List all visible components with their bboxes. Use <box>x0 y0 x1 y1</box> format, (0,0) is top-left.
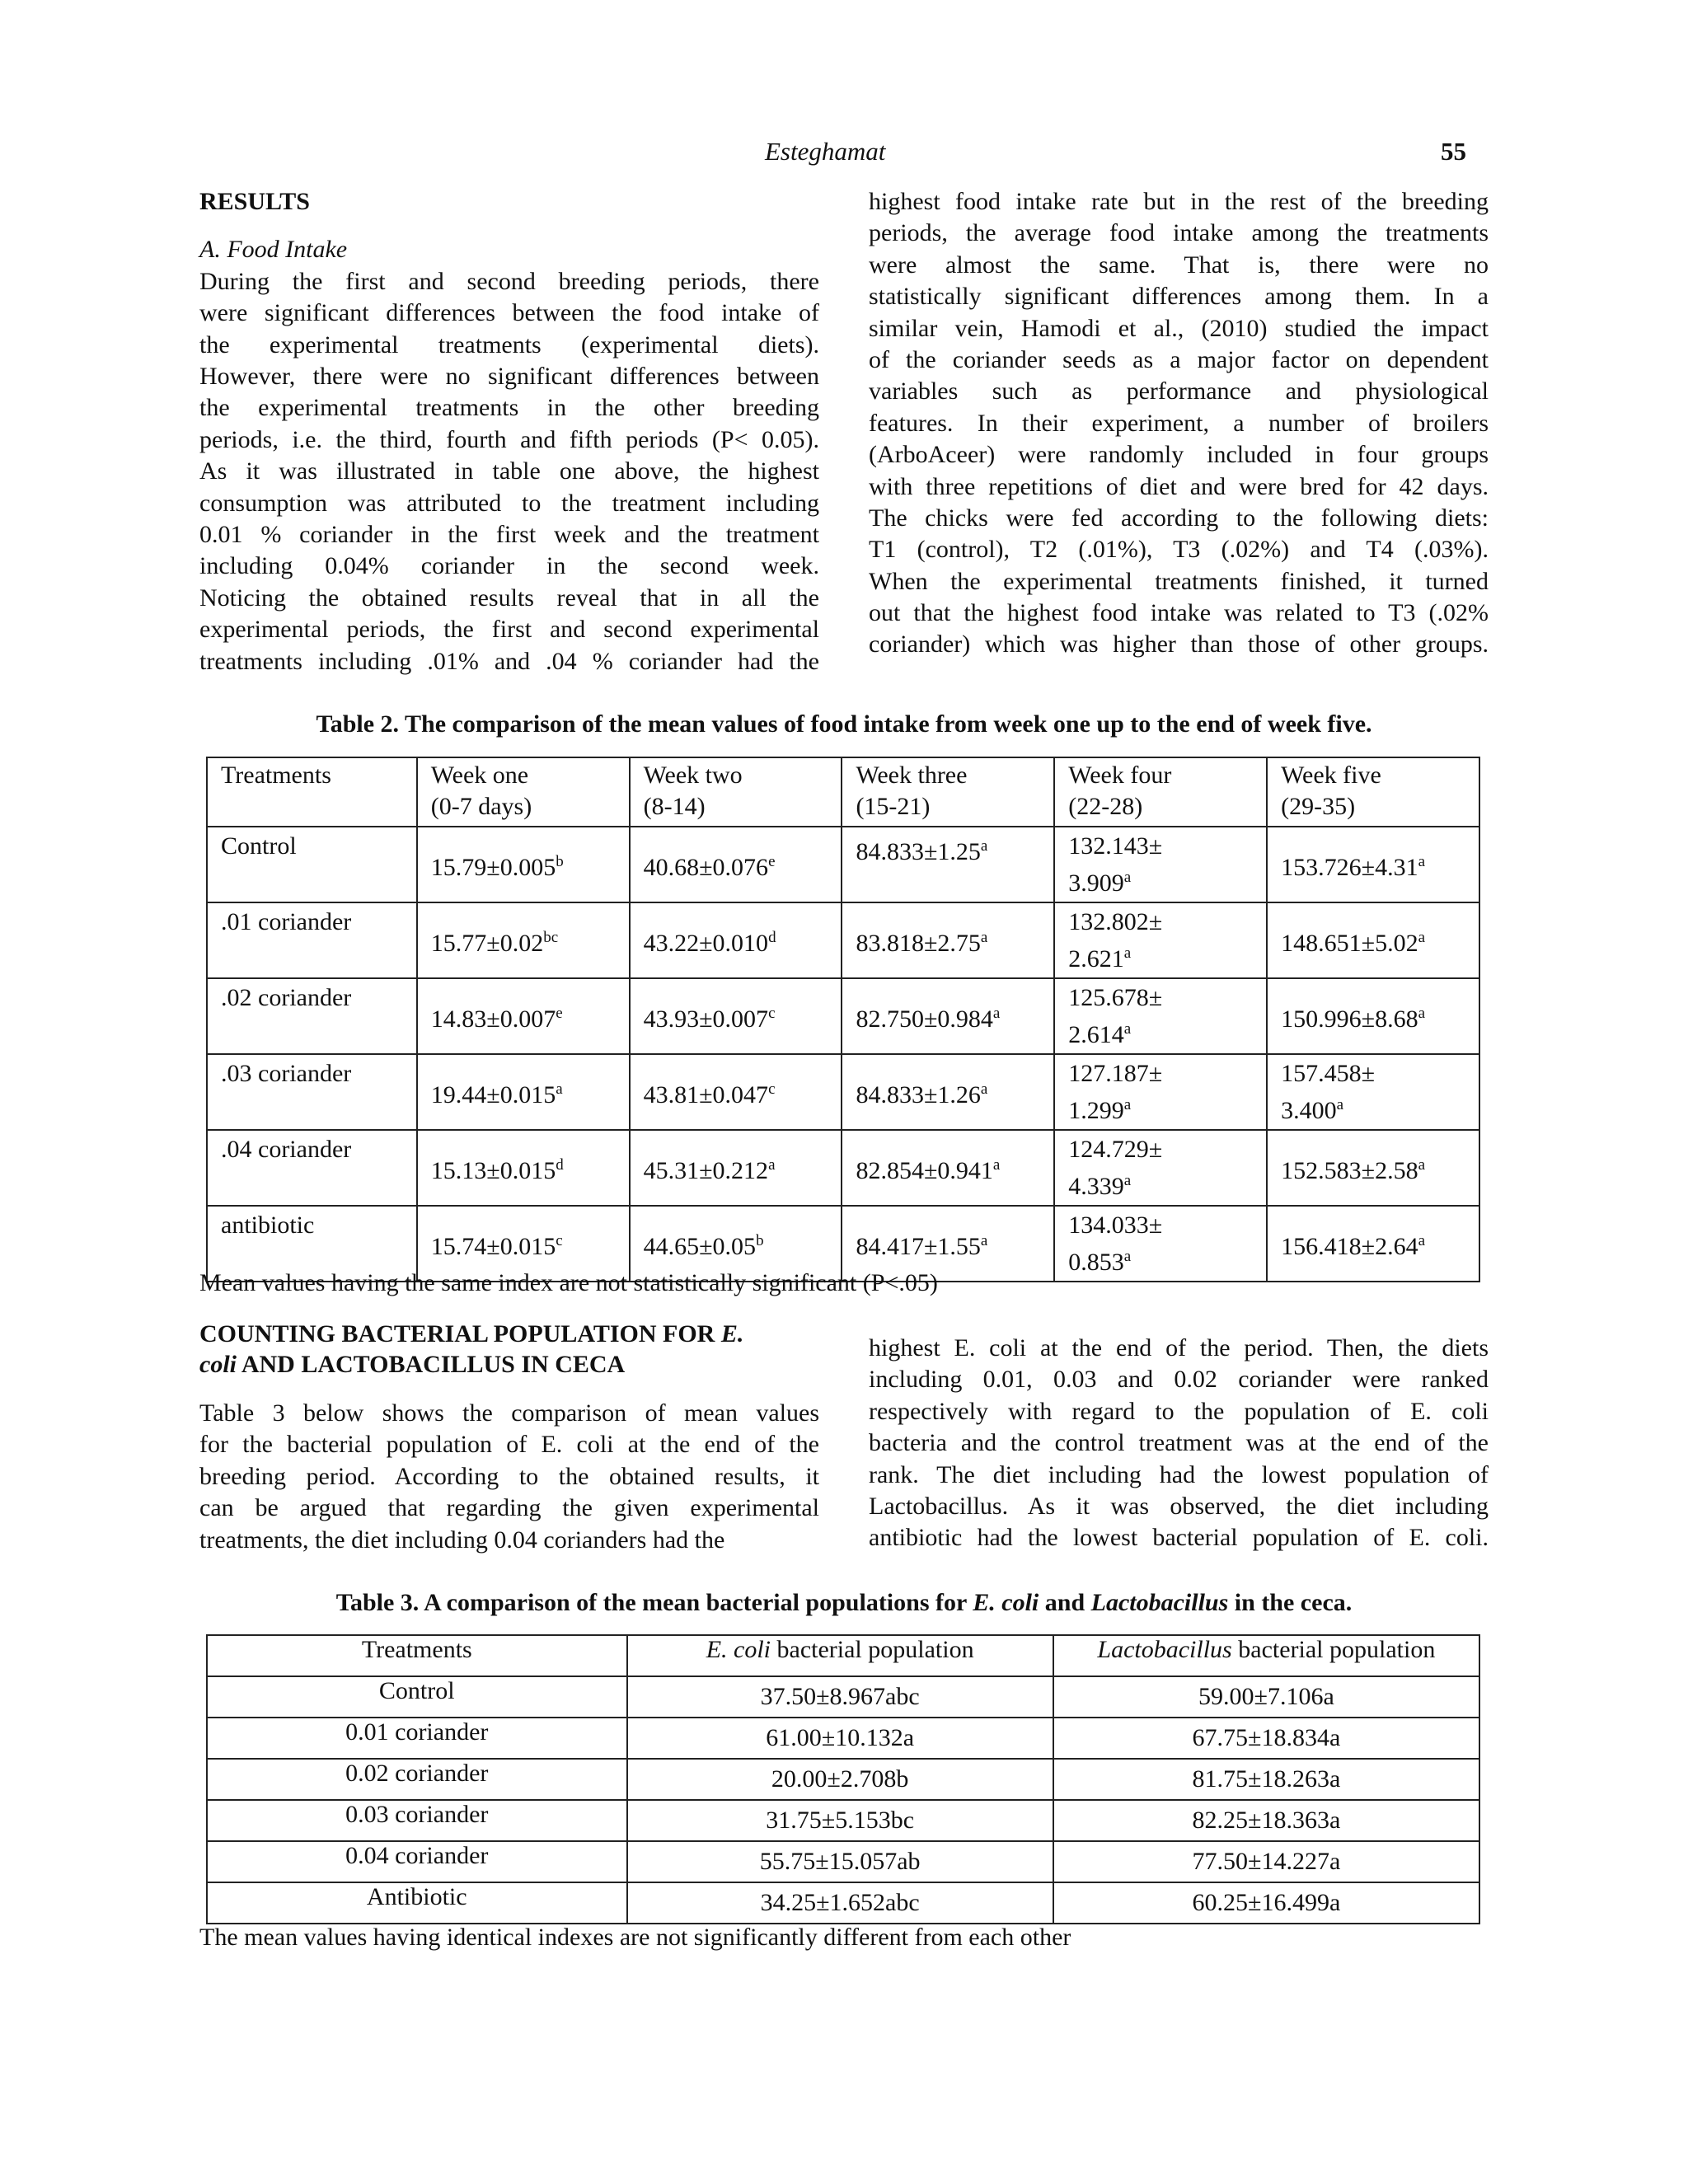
food-intake-subheading: A. Food Intake <box>199 236 348 264</box>
bacterial-left-paragraph <box>199 1398 819 1556</box>
text-line: highest food intake rate but in the rest of the breeding <box>869 188 1489 215</box>
results-right-column <box>869 186 1489 661</box>
table2-value-index: e <box>556 1004 563 1022</box>
table3-bacterial-population <box>206 1634 1480 1924</box>
table2-header-line1: Week four <box>1068 762 1172 789</box>
table2-value-index: a <box>1123 944 1132 962</box>
table2-value-index: c <box>768 1004 776 1022</box>
text-line: the experimental treatments (experimental diets). <box>199 330 819 359</box>
table3-row <box>207 1759 1479 1800</box>
text-line: rank. The diet including had the lowest population of <box>869 1460 1489 1488</box>
text-line: breeding period. According to the obtained results, it <box>199 1462 819 1490</box>
table2-value-number: 15.77±0.02 <box>430 929 544 957</box>
table2-value-cell <box>1267 827 1479 902</box>
text-line: including 0.01, 0.03 and 0.02 coriander were ranked <box>869 1366 1489 1394</box>
table2-value-cell <box>842 827 1054 902</box>
lacto-italic: Lactobacillus <box>1097 1636 1232 1663</box>
table2-row <box>207 902 1479 978</box>
text-line: experimental periods, the first and second experimental <box>199 616 819 644</box>
table2-value-cell <box>1267 902 1479 978</box>
table2-value-index: a <box>1418 852 1426 870</box>
table3-lacto-cell: 81.75±18.263a <box>1053 1759 1479 1800</box>
bacterial-heading-italic: E. <box>720 1320 744 1347</box>
table3-treatment-cell: 0.03 coriander <box>207 1800 627 1841</box>
table3-ecoli-cell: 20.00±2.708b <box>627 1759 1053 1800</box>
table2-value-number: 84.833±1.26 <box>856 1080 981 1108</box>
table2-value-line2 <box>1068 1165 1253 1202</box>
table2-header-cell <box>842 757 1054 827</box>
table2-value-index: a <box>1418 1004 1426 1022</box>
table2-value-number: 156.418±2.64 <box>1281 1232 1418 1260</box>
table2-value-cell <box>1267 978 1479 1054</box>
table2-value-line1: 157.458± <box>1281 1060 1376 1087</box>
table2-value-line2 <box>1068 1014 1253 1051</box>
table2-row <box>207 827 1479 902</box>
table2-value-number: 150.996±8.68 <box>1281 1005 1418 1033</box>
table2-value-number: 82.854±0.941 <box>856 1156 993 1184</box>
table3-treatment-cell: 0.01 coriander <box>207 1718 627 1759</box>
results-heading: RESULTS <box>199 188 310 215</box>
table3-ecoli-cell: 34.25±1.652abc <box>627 1882 1053 1924</box>
table2-value-index: a <box>1123 869 1132 886</box>
table2-value-cell <box>1267 1130 1479 1206</box>
text-line: features. In their experiment, a number of broilers <box>869 409 1489 437</box>
table2-value-line1: 124.729± <box>1068 1136 1163 1163</box>
table2-value-number: 83.818±2.75 <box>856 929 981 957</box>
table2-header-line2: (0-7 days) <box>430 793 532 820</box>
ecoli-header-rest: bacterial population <box>771 1636 974 1663</box>
table2-value-number: 0.853 <box>1068 1249 1124 1276</box>
text-line: periods, i.e. the third, fourth and fifth periods (P< 0.05). <box>199 425 819 453</box>
text-line: treatments, the diet including 0.04 corianders had the <box>199 1526 725 1554</box>
text-line: Noticing the obtained results reveal that in all the <box>199 583 819 612</box>
bacterial-heading-part: COUNTING BACTERIAL POPULATION FOR <box>199 1320 721 1347</box>
results-left-paragraph <box>199 266 819 677</box>
bacterial-heading-italic: coli <box>199 1351 237 1378</box>
table3-caption-italic: E. coli <box>973 1589 1039 1616</box>
table2-row <box>207 1054 1479 1130</box>
table2-value-cell <box>630 902 842 978</box>
table3-treatment-cell: 0.04 coriander <box>207 1841 627 1882</box>
bacterial-heading <box>199 1319 819 1380</box>
text-line: variables such as performance and physiological <box>869 377 1489 405</box>
table2-value-index: a <box>980 1080 988 1098</box>
table2-value-cell <box>630 978 842 1054</box>
table3-ecoli-cell: 55.75±15.057ab <box>627 1841 1053 1882</box>
table2-value-number: 15.13±0.015 <box>430 1156 556 1184</box>
table2-value-cell <box>1054 1206 1267 1282</box>
lacto-header-rest: bacterial population <box>1231 1636 1436 1663</box>
table2-value-number: 84.833±1.25 <box>856 838 981 865</box>
table2-value-number: 15.79±0.005 <box>430 853 556 881</box>
table2-value-number: 14.83±0.007 <box>430 1005 556 1033</box>
ecoli-italic: E. coli <box>706 1636 771 1663</box>
table3-caption-part: and <box>1039 1589 1091 1616</box>
text-line: including 0.04% coriander in the second week. <box>199 552 819 580</box>
table2-header-line1: Treatments <box>221 762 331 789</box>
table3-note: The mean values having identical indexes are not significantly different from each other <box>199 1924 1071 1951</box>
table2-value-number: 4.339 <box>1068 1173 1124 1200</box>
table3-header-treatments: Treatments <box>207 1635 627 1676</box>
table2-treatment-cell: .02 coriander <box>207 978 417 1054</box>
table2-value-index: d <box>556 1155 564 1174</box>
table2-value-line1: 134.033± <box>1068 1212 1163 1239</box>
table2-value-index: a <box>1336 1096 1344 1113</box>
table3-header-row <box>207 1635 1479 1676</box>
table2-header-line2: (8-14) <box>643 793 706 820</box>
text-line: highest E. coli at the end of the period. Then, the diets <box>869 1334 1489 1361</box>
table2-value-number: 84.417±1.55 <box>856 1232 981 1260</box>
text-line: were significant differences between the food intake of <box>199 299 819 327</box>
table2-value-index: b <box>756 1231 764 1249</box>
table2-header-line2: (22-28) <box>1068 793 1143 820</box>
table3-row <box>207 1800 1479 1841</box>
table3-treatment-cell: Antibiotic <box>207 1882 627 1924</box>
table2-value-index: a <box>1418 1231 1426 1249</box>
table3-header-lacto <box>1053 1635 1479 1676</box>
text-line: However, there were no significant differences between <box>199 362 819 390</box>
table2-header-line1: Week five <box>1281 762 1381 789</box>
table2-value-index: a <box>992 1004 1001 1022</box>
text-line: When the experimental treatments finished, it turned <box>869 567 1489 595</box>
table2-value-number: 43.93±0.007 <box>643 1005 769 1033</box>
table2-value-cell <box>1054 1130 1267 1206</box>
table2-value-cell <box>417 827 630 902</box>
table2-value-index: a <box>1418 1155 1426 1174</box>
table2-value-number: 15.74±0.015 <box>430 1232 556 1260</box>
table2-value-cell <box>1054 827 1267 902</box>
table2-value-index: d <box>768 928 776 946</box>
bacterial-heading-part: AND LACTOBACILLUS IN CECA <box>237 1351 626 1378</box>
text-line: antibiotic had the lowest bacterial population of E. coli. <box>869 1524 1489 1552</box>
table2-value-cell <box>417 1130 630 1206</box>
table2-value-index: bc <box>543 928 559 946</box>
table2-value-cell <box>842 1130 1054 1206</box>
text-line: of the coriander seeds as a major factor on dependent <box>869 345 1489 373</box>
text-line: As it was illustrated in table one above, the highest <box>199 457 819 485</box>
table2-value-cell <box>842 902 1054 978</box>
table2-row <box>207 978 1479 1054</box>
text-line: similar vein, Hamodi et al., (2010) studied the impact <box>869 314 1489 342</box>
table3-caption-part: in the ceca. <box>1228 1589 1353 1616</box>
table2-value-cell <box>630 1054 842 1130</box>
text-line: statistically significant differences among them. In a <box>869 283 1489 311</box>
text-line: the experimental treatments in the other breeding <box>199 394 819 422</box>
table3-lacto-cell: 59.00±7.106a <box>1053 1676 1479 1718</box>
table2-caption: Table 2. The comparison of the mean values of food intake from week one up to the end of week five. <box>316 710 1372 738</box>
table2-treatment-cell: antibiotic <box>207 1206 417 1282</box>
table2-header-cell <box>417 757 630 827</box>
table3-lacto-cell: 67.75±18.834a <box>1053 1718 1479 1759</box>
table2-value-number: 152.583±2.58 <box>1281 1156 1418 1184</box>
table3-ecoli-cell: 31.75±5.153bc <box>627 1800 1053 1841</box>
section2-right-column <box>869 1333 1489 1554</box>
table2-value-number: 43.81±0.047 <box>643 1080 769 1108</box>
table2-value-cell <box>630 1130 842 1206</box>
table2-value-number: 3.909 <box>1068 869 1124 897</box>
table3-row <box>207 1718 1479 1759</box>
results-left-column <box>199 186 819 677</box>
table2-treatment-cell: .03 coriander <box>207 1054 417 1130</box>
text-line: can be argued that regarding the given experimental <box>199 1494 819 1522</box>
table2-header-line1: Week two <box>643 762 743 789</box>
table3-treatment-cell: Control <box>207 1676 627 1718</box>
table2-value-cell <box>630 827 842 902</box>
table3-caption-italic: Lactobacillus <box>1090 1589 1229 1616</box>
table2-treatment-cell: Control <box>207 827 417 902</box>
text-line: periods, the average food intake among the treatments <box>869 219 1489 247</box>
table2-value-index: a <box>992 1155 1001 1174</box>
table2-value-index: a <box>1123 1096 1132 1113</box>
table2-header-line2: (29-35) <box>1281 793 1356 820</box>
text-line: were almost the same. That is, there were no <box>869 251 1489 279</box>
table2-header-line2: (15-21) <box>856 793 931 820</box>
bacterial-right-paragraph <box>869 1333 1489 1554</box>
table2-value-number: 43.22±0.010 <box>643 929 769 957</box>
table2-value-cell <box>1267 1206 1479 1282</box>
text-line: T1 (control), T2 (.01%), T3 (.02%) and T4 (.03%). <box>869 536 1489 564</box>
table2-value-index: c <box>768 1080 776 1098</box>
table3-caption-part: Table 3. A comparison of the mean bacterial populations for <box>335 1589 973 1616</box>
table2-header-line1: Week three <box>856 762 968 789</box>
table2-value-line2 <box>1068 1241 1253 1278</box>
table2-value-number: 148.651±5.02 <box>1281 929 1418 957</box>
table2-header-cell <box>1054 757 1267 827</box>
table2-value-number: 45.31±0.212 <box>643 1156 769 1184</box>
table2-value-line2 <box>1068 938 1253 975</box>
table2-value-number: 44.65±0.05 <box>643 1232 757 1260</box>
table2-value-cell <box>417 1054 630 1130</box>
table3-ecoli-cell: 61.00±10.132a <box>627 1718 1053 1759</box>
section2-left-column <box>199 1319 819 1556</box>
text-line: 0.01 % coriander in the first week and the treatment <box>199 520 819 548</box>
results-right-paragraph <box>869 186 1489 661</box>
table3-treatment-cell: 0.02 coriander <box>207 1759 627 1800</box>
text-line: consumption was attributed to the treatment including <box>199 489 819 517</box>
table2-value-index: a <box>980 1231 988 1249</box>
table2-value-index: a <box>980 837 988 855</box>
table2-treatment-cell: .04 coriander <box>207 1130 417 1206</box>
table2-value-index: a <box>1123 1248 1132 1265</box>
table2-value-number: 3.400 <box>1281 1097 1337 1124</box>
table2-value-index: a <box>1123 1020 1132 1038</box>
table3-lacto-cell: 60.25±16.499a <box>1053 1882 1479 1924</box>
table2-value-number: 153.726±4.31 <box>1281 853 1418 881</box>
table2-value-number: 40.68±0.076 <box>643 853 769 881</box>
table2-value-cell <box>1054 1054 1267 1130</box>
table2-value-index: c <box>556 1231 563 1249</box>
table2-note: Mean values having the same index are not statistically significant (P<.05) <box>199 1269 938 1296</box>
table2-food-intake <box>206 757 1480 1282</box>
text-line: Table 3 below shows the comparison of mean values <box>199 1399 819 1427</box>
table2-value-index: a <box>768 1155 776 1174</box>
table2-value-line1: 125.678± <box>1068 984 1163 1011</box>
table3-row <box>207 1882 1479 1924</box>
table3-row <box>207 1841 1479 1882</box>
text-line: out that the highest food intake was related to T3 (.02% <box>869 599 1489 627</box>
table2-value-number: 82.750±0.984 <box>856 1005 993 1033</box>
table2-header-row <box>207 757 1479 827</box>
table2-header-line1: Week one <box>430 762 529 789</box>
table2-value-line1: 127.187± <box>1068 1060 1163 1087</box>
running-title: Esteghamat <box>765 137 886 166</box>
table2-value-index: a <box>1418 928 1426 946</box>
text-line: Lactobacillus. As it was observed, the diet including <box>869 1492 1489 1520</box>
table2-header-cell <box>630 757 842 827</box>
text-line: respectively with regard to the population of E. coli <box>869 1397 1489 1425</box>
table3-ecoli-cell: 37.50±8.967abc <box>627 1676 1053 1718</box>
table2-value-index: a <box>980 928 988 946</box>
table2-value-cell <box>1267 1054 1479 1130</box>
table3-header-ecoli <box>627 1635 1053 1676</box>
table2-treatment-cell: .01 coriander <box>207 902 417 978</box>
text-line: bacteria and the control treatment was at the end of the <box>869 1429 1489 1457</box>
text-line: (ArboAceer) were randomly included in four groups <box>869 441 1489 469</box>
table2-value-line1: 132.802± <box>1068 908 1163 935</box>
table2-value-number: 1.299 <box>1068 1097 1124 1124</box>
text-line: coriander) which was higher than those of other groups. <box>869 630 1489 658</box>
table3-lacto-cell: 82.25±18.363a <box>1053 1800 1479 1841</box>
text-line: The chicks were fed according to the following diets: <box>869 504 1489 532</box>
text-line: treatments including .01% and .04 % coriander had the <box>199 647 819 675</box>
table2-value-index: e <box>768 852 776 870</box>
text-line: During the first and second breeding periods, there <box>199 267 819 295</box>
page-number: 55 <box>1441 137 1466 166</box>
table2-value-line2 <box>1068 1090 1253 1127</box>
table2-value-index: a <box>556 1080 563 1098</box>
table2-value-cell <box>417 902 630 978</box>
table2-value-cell <box>842 1054 1054 1130</box>
table2-value-number: 19.44±0.015 <box>430 1080 556 1108</box>
table2-value-cell <box>842 978 1054 1054</box>
table2-row <box>207 1130 1479 1206</box>
table2-value-cell <box>417 978 630 1054</box>
table2-value-number: 2.614 <box>1068 1021 1124 1048</box>
table2-value-index: a <box>1123 1172 1132 1189</box>
table2-value-number: 2.621 <box>1068 945 1124 972</box>
table2-value-line2 <box>1281 1090 1465 1127</box>
table2-value-line1: 132.143± <box>1068 832 1163 860</box>
table2-value-line2 <box>1068 862 1253 899</box>
table3-caption <box>0 1589 1688 1617</box>
table2-value-cell <box>1054 978 1267 1054</box>
table3-row <box>207 1676 1479 1718</box>
table2-value-index: b <box>556 852 564 870</box>
text-line: for the bacterial population of E. coli at the end of the <box>199 1431 819 1459</box>
table3-lacto-cell: 77.50±14.227a <box>1053 1841 1479 1882</box>
table2-header-cell <box>207 757 417 827</box>
table2-header-cell <box>1267 757 1479 827</box>
table2-value-cell <box>1054 902 1267 978</box>
text-line: with three repetitions of diet and were bred for 42 days. <box>869 472 1489 500</box>
